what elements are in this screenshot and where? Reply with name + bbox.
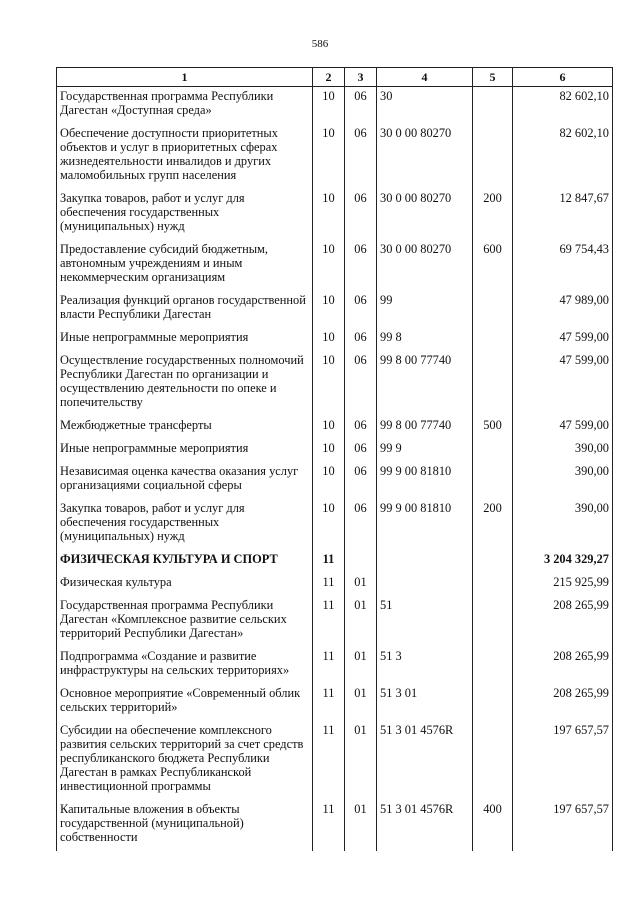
row-name-cell: ФИЗИЧЕСКАЯ КУЛЬТУРА И СПОРТ [57, 550, 313, 573]
table-row [57, 596, 613, 647]
row-name-cell: Основное мероприятие «Современный облик сельских территорий» [57, 684, 313, 721]
amount-cell: 390,00 [513, 462, 613, 499]
amount-cell: 197 657,57 [513, 721, 613, 800]
subsection-cell: 06 [345, 416, 377, 439]
section-cell: 10 [313, 416, 345, 439]
table-row [57, 647, 613, 684]
amount-cell: 47 599,00 [513, 416, 613, 439]
expense-type-cell: 400 [473, 800, 513, 851]
expense-type-cell [473, 328, 513, 351]
table-row [57, 124, 613, 189]
target-article-cell: 30 0 00 80270 [377, 124, 473, 189]
column-header: 5 [473, 68, 513, 87]
expense-type-cell [473, 439, 513, 462]
expense-type-cell [473, 573, 513, 596]
expense-type-cell [473, 462, 513, 499]
amount-cell: 390,00 [513, 499, 613, 550]
row-name-cell: Иные непрограммные мероприятия [57, 439, 313, 462]
expense-type-cell: 600 [473, 240, 513, 291]
target-article-cell: 99 9 00 81810 [377, 462, 473, 499]
subsection-cell: 01 [345, 721, 377, 800]
expense-type-cell [473, 647, 513, 684]
section-cell: 10 [313, 462, 345, 499]
target-article-cell [377, 550, 473, 573]
subsection-cell: 01 [345, 800, 377, 851]
section-cell: 10 [313, 499, 345, 550]
target-article-cell: 51 3 01 4576R [377, 800, 473, 851]
section-cell: 11 [313, 573, 345, 596]
table-row [57, 351, 613, 416]
row-name-cell: Физическая культура [57, 573, 313, 596]
amount-cell: 208 265,99 [513, 684, 613, 721]
expense-type-cell [473, 291, 513, 328]
amount-cell: 215 925,99 [513, 573, 613, 596]
column-header: 6 [513, 68, 613, 87]
section-cell: 10 [313, 351, 345, 416]
section-cell: 10 [313, 328, 345, 351]
section-cell: 11 [313, 721, 345, 800]
amount-cell: 82 602,10 [513, 124, 613, 189]
table-row [57, 87, 613, 125]
target-article-cell: 51 [377, 596, 473, 647]
subsection-cell: 06 [345, 439, 377, 462]
subsection-cell: 01 [345, 684, 377, 721]
amount-cell: 208 265,99 [513, 647, 613, 684]
amount-cell: 12 847,67 [513, 189, 613, 240]
expense-type-cell [473, 550, 513, 573]
expense-type-cell: 200 [473, 189, 513, 240]
subsection-cell: 06 [345, 124, 377, 189]
row-name-cell: Подпрограмма «Создание и развитие инфраструктуры на сельских территориях» [57, 647, 313, 684]
expense-type-cell [473, 351, 513, 416]
table-row [57, 240, 613, 291]
section-cell: 10 [313, 189, 345, 240]
row-name-cell: Закупка товаров, работ и услуг для обеспечения государственных (муниципальных) нужд [57, 499, 313, 550]
target-article-cell: 30 0 00 80270 [377, 240, 473, 291]
row-name-cell: Иные непрограммные мероприятия [57, 328, 313, 351]
target-article-cell: 99 8 [377, 328, 473, 351]
amount-cell: 47 989,00 [513, 291, 613, 328]
row-name-cell: Субсидии на обеспечение комплексного развития сельских территорий за счет средств республиканского бюджета Республики Дагестан в рамках Республиканской инвестиционной программы [57, 721, 313, 800]
expense-type-cell [473, 721, 513, 800]
amount-cell: 47 599,00 [513, 328, 613, 351]
table-row [57, 573, 613, 596]
subsection-cell: 06 [345, 291, 377, 328]
table-row [57, 684, 613, 721]
expense-type-cell [473, 684, 513, 721]
target-article-cell [377, 573, 473, 596]
amount-cell: 47 599,00 [513, 351, 613, 416]
row-name-cell: Межбюджетные трансферты [57, 416, 313, 439]
row-name-cell: Осуществление государственных полномочий Республики Дагестан по организации и осуществлению деятельности по опеке и попечительству [57, 351, 313, 416]
column-header: 3 [345, 68, 377, 87]
table-row [57, 291, 613, 328]
target-article-cell: 99 9 00 81810 [377, 499, 473, 550]
subsection-cell: 01 [345, 596, 377, 647]
section-cell: 10 [313, 439, 345, 462]
column-header: 4 [377, 68, 473, 87]
target-article-cell: 51 3 [377, 647, 473, 684]
subsection-cell: 06 [345, 87, 377, 125]
section-cell: 11 [313, 800, 345, 851]
target-article-cell: 30 0 00 80270 [377, 189, 473, 240]
row-name-cell: Предоставление субсидий бюджетным, автономным учреждениям и иным некоммерческим организациям [57, 240, 313, 291]
section-cell: 11 [313, 596, 345, 647]
expense-type-cell [473, 87, 513, 125]
table-row [57, 721, 613, 800]
amount-cell: 69 754,43 [513, 240, 613, 291]
section-cell: 11 [313, 684, 345, 721]
expense-type-cell [473, 124, 513, 189]
column-header: 1 [57, 68, 313, 87]
amount-cell: 82 602,10 [513, 87, 613, 125]
subsection-cell: 06 [345, 499, 377, 550]
budget-table [56, 67, 613, 851]
target-article-cell: 51 3 01 4576R [377, 721, 473, 800]
subsection-cell: 06 [345, 189, 377, 240]
section-cell: 10 [313, 87, 345, 125]
section-cell: 10 [313, 124, 345, 189]
subsection-cell: 01 [345, 573, 377, 596]
amount-cell: 197 657,57 [513, 800, 613, 851]
column-header: 2 [313, 68, 345, 87]
table-row [57, 439, 613, 462]
amount-cell: 208 265,99 [513, 596, 613, 647]
table-row [57, 550, 613, 573]
table-row [57, 462, 613, 499]
target-article-cell: 51 3 01 [377, 684, 473, 721]
table-row [57, 328, 613, 351]
table-row [57, 800, 613, 851]
expense-type-cell: 500 [473, 416, 513, 439]
target-article-cell: 30 [377, 87, 473, 125]
page-number: 586 [311, 38, 329, 50]
section-cell: 10 [313, 291, 345, 328]
section-cell: 11 [313, 647, 345, 684]
target-article-cell: 99 9 [377, 439, 473, 462]
row-name-cell: Капитальные вложения в объекты государственной (муниципальной) собственности [57, 800, 313, 851]
row-name-cell: Закупка товаров, работ и услуг для обеспечения государственных (муниципальных) нужд [57, 189, 313, 240]
target-article-cell: 99 [377, 291, 473, 328]
table-header-row [57, 68, 613, 87]
row-name-cell: Государственная программа Республики Дагестан «Доступная среда» [57, 87, 313, 125]
table-row [57, 189, 613, 240]
table-body [57, 87, 613, 852]
row-name-cell: Государственная программа Республики Дагестан «Комплексное развитие сельских территорий Республики Дагестан» [57, 596, 313, 647]
target-article-cell: 99 8 00 77740 [377, 416, 473, 439]
subsection-cell: 06 [345, 240, 377, 291]
subsection-cell: 06 [345, 462, 377, 499]
table-row [57, 499, 613, 550]
row-name-cell: Независимая оценка качества оказания услуг организациями социальной сферы [57, 462, 313, 499]
subsection-cell: 06 [345, 351, 377, 416]
amount-cell: 390,00 [513, 439, 613, 462]
amount-cell: 3 204 329,27 [513, 550, 613, 573]
expense-type-cell [473, 596, 513, 647]
section-cell: 10 [313, 240, 345, 291]
section-cell: 11 [313, 550, 345, 573]
expense-type-cell: 200 [473, 499, 513, 550]
subsection-cell: 06 [345, 328, 377, 351]
subsection-cell: 01 [345, 647, 377, 684]
row-name-cell: Реализация функций органов государственной власти Республики Дагестан [57, 291, 313, 328]
table-row [57, 416, 613, 439]
subsection-cell [345, 550, 377, 573]
row-name-cell: Обеспечение доступности приоритетных объектов и услуг в приоритетных сферах жизнедеятельности инвалидов и других маломобильных групп населения [57, 124, 313, 189]
target-article-cell: 99 8 00 77740 [377, 351, 473, 416]
